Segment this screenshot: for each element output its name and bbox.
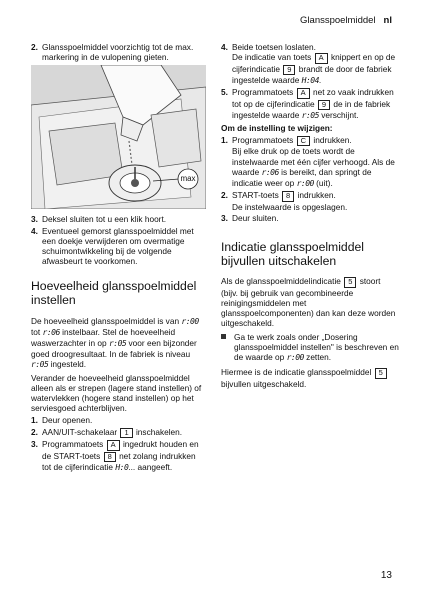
step-number: 4.	[31, 225, 38, 236]
text: ... aangeeft.	[128, 462, 173, 473]
setting-step-2	[31, 427, 206, 439]
text: Programmatoets	[232, 134, 294, 145]
step-number: 2.	[31, 42, 38, 52]
text: AAN/UIT-schakelaar	[42, 426, 118, 437]
header-language: nl	[383, 15, 392, 26]
key-reference-box: A	[315, 53, 328, 64]
step-text: Eventueel gemorst glansspoelmiddel met een doekje verwijderen om overmatige schuimontwikkeling bij de volgende afwasbeurt te voorkomen.	[42, 225, 194, 267]
text: Als de glansspoelmiddelindicatie	[221, 276, 341, 287]
step-detail: De instelwaarde is opgeslagen.	[232, 201, 348, 212]
text: instelbaar. Stel de hoeveelheid waswerzachter in op	[31, 326, 176, 349]
display-code: r:00	[286, 352, 304, 362]
key-reference-box: 1	[120, 428, 132, 439]
key-reference-box: A	[297, 88, 310, 99]
step-number: 2.	[221, 190, 228, 201]
display-code: r:05	[31, 360, 49, 370]
max-callout-label: max	[180, 174, 196, 184]
display-code: r:05	[108, 339, 127, 349]
step-number: 2.	[31, 426, 38, 437]
key-reference-box: 9	[283, 65, 295, 76]
text: Programmatoets	[232, 87, 294, 98]
paragraph-amount-range	[31, 316, 206, 371]
display-code: H:0	[115, 463, 129, 473]
text: bijvullen uitgeschakeld.	[221, 378, 307, 389]
page-header	[300, 16, 392, 26]
step-text: Deksel sluiten tot u een klik hoort.	[42, 214, 167, 225]
section-heading-amount: Hoeveelheid glansspoelmiddel instellen	[31, 279, 197, 308]
bullet-item	[221, 332, 399, 364]
step-detail	[232, 52, 399, 86]
right-column	[221, 42, 399, 391]
display-code: H:04	[301, 76, 319, 86]
step-number: 4.	[221, 42, 228, 52]
step-text: Deur sluiten.	[232, 212, 279, 223]
text: START-toets	[232, 190, 279, 201]
text: De hoeveelheid glansspoelmiddel is van	[31, 315, 180, 326]
display-code: r:05	[301, 111, 319, 121]
text: stoort (bijv. bij gebruik van gecombineerde reinigingsmiddelen met glansspoelcomponenten) dan kan deze worden uitgeschakeld.	[221, 276, 396, 329]
text: brandt de door de fabriek ingestelde waarde	[232, 63, 392, 86]
key-reference-box: A	[107, 440, 120, 451]
display-code: r:00	[181, 316, 199, 326]
display-code: r:06	[42, 327, 60, 337]
dispenser-illustration	[31, 65, 206, 209]
step-text: Glansspoelmiddel voorzichtig tot de max. markering in de vulopening gieten.	[42, 42, 194, 63]
key-reference-box: 8	[104, 452, 116, 463]
text: Beide toetsen loslaten.	[232, 42, 316, 52]
paragraph-indicator-disabled	[221, 367, 399, 389]
text: indrukken.	[313, 134, 352, 145]
step-number: 3.	[221, 212, 228, 223]
left-column	[31, 42, 206, 474]
subheading-change-setting: Om de instelling te wijzigen:	[221, 122, 333, 133]
setting-step-1	[31, 415, 206, 425]
step-number: 1.	[221, 134, 228, 145]
section-heading-disable-indicator: Indicatie glansspoelmiddel bijvullen uitschakelen	[221, 240, 364, 268]
text: indrukken.	[297, 190, 336, 201]
change-step-2	[221, 190, 399, 212]
text: .	[318, 75, 322, 86]
text: is bereikt, dan springt de indicatie weer op	[232, 166, 372, 188]
change-step-1	[221, 135, 399, 189]
setting-step-5	[221, 87, 399, 121]
text: De indicatie van toets	[232, 52, 312, 63]
setting-step-3	[31, 439, 206, 473]
key-reference-box: 9	[318, 100, 330, 111]
step-text: Deur openen.	[42, 415, 93, 426]
page-number: 13	[380, 569, 392, 581]
text: Bij elke druk op de toets wordt de instelwaarde met één cijfer verhoogd. Als de waarde	[232, 146, 395, 177]
paragraph-disable-indicator	[221, 276, 399, 328]
rinse-aid-reservoir-icon	[109, 165, 161, 201]
text: inschakelen.	[135, 426, 183, 437]
text: knippert en op de cijferindicatie	[232, 52, 396, 74]
step-3-close-lid	[31, 214, 206, 224]
setting-step-4	[221, 42, 399, 86]
step-detail	[232, 146, 399, 189]
text: (uit).	[316, 177, 333, 188]
step-4-wipe	[31, 226, 206, 267]
step-number: 1.	[31, 415, 38, 426]
display-code: r:00	[296, 178, 314, 188]
step-number: 3.	[31, 439, 38, 450]
text: voor een bijzonder goed droogresultaat. In de fabriek is niveau	[31, 338, 197, 360]
text: verschijnt.	[321, 110, 359, 121]
step-number: 3.	[31, 214, 38, 225]
change-step-3	[221, 213, 399, 223]
text: de in de fabriek ingestelde waarde	[232, 98, 391, 121]
text: ingesteld.	[50, 359, 87, 370]
text: Hiermee is de indicatie glansspoelmiddel	[221, 367, 372, 378]
dispenser-drawing	[31, 65, 206, 209]
text: tot	[31, 326, 41, 337]
text: Ga te werk zoals onder „Dosering glansspoelmiddel instellen" is beschreven en de waarde op	[234, 331, 399, 362]
paragraph-change-advice: Verander de hoeveelheid glansspoelmiddel alleen als er strepen (lagere stand instellen) of watervlekken (hogere stand instellen) op het serviesgoed achterblijven.	[31, 372, 202, 414]
text: net zo vaak indrukken tot op de cijferindicatie	[232, 87, 394, 109]
display-code: r:06	[261, 167, 279, 177]
step-2-fill	[31, 42, 206, 62]
step-number: 5.	[221, 87, 228, 98]
text: ingedrukt houden en de START-toets	[42, 439, 199, 461]
text: net zolang indrukken tot de cijferindicatie	[42, 450, 196, 473]
key-reference-box: 5	[344, 277, 356, 288]
text: Programmatoets	[42, 439, 104, 450]
key-reference-box: 5	[375, 368, 387, 379]
key-reference-box: 8	[282, 191, 294, 202]
text: zetten.	[306, 351, 332, 362]
bullet-square-icon	[221, 334, 226, 339]
key-reference-box: C	[297, 136, 310, 147]
header-section-title: Glansspoelmiddel	[300, 15, 376, 26]
